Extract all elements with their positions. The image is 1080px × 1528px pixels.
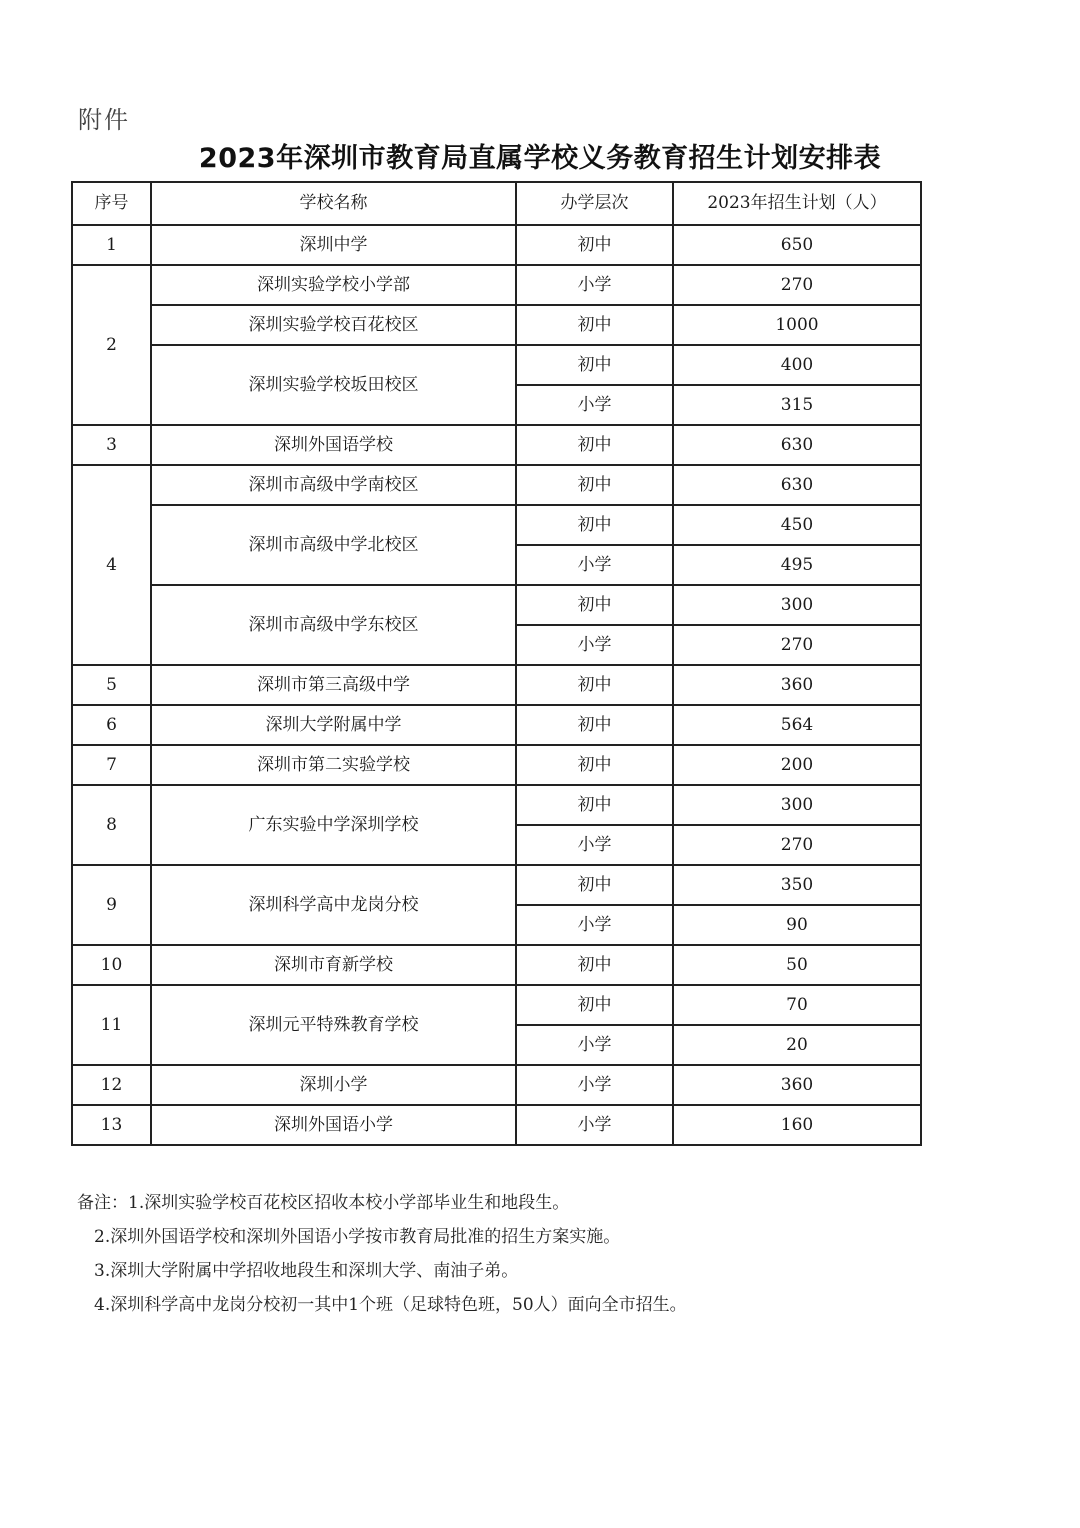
school-name-cell: 深圳小学 [151,1065,516,1105]
table-row [72,785,921,825]
level-cell: 初中 [516,505,673,545]
level-cell: 小学 [516,905,673,945]
page-title: 2023年深圳市教育局直属学校义务教育招生计划安排表 [198,143,882,174]
school-name-cell: 深圳市高级中学南校区 [151,465,516,505]
school-name-cell: 深圳市育新学校 [151,945,516,985]
table-body [72,225,921,1145]
school-name-cell: 深圳外国语学校 [151,425,516,465]
level-cell: 初中 [516,705,673,745]
note-line: 备注：1.深圳实验学校百花校区招收本校小学部毕业生和地段生。 [77,1193,570,1213]
level-cell: 小学 [516,1065,673,1105]
plan-count-cell: 270 [673,625,921,665]
plan-count-cell: 400 [673,345,921,385]
table-row [72,1065,921,1105]
school-name-cell: 深圳实验学校小学部 [151,265,516,305]
note-line: 2.深圳外国语学校和深圳外国语小学按市教育局批准的招生方案实施。 [94,1227,621,1247]
level-cell: 初中 [516,225,673,265]
table-row [72,345,921,385]
level-cell: 初中 [516,865,673,905]
plan-count-cell: 564 [673,705,921,745]
level-cell: 小学 [516,1105,673,1145]
table-row [72,465,921,505]
plan-count-cell: 90 [673,905,921,945]
column-header-plan: 2023年招生计划（人） [673,182,921,225]
plan-count-cell: 270 [673,825,921,865]
plan-count-cell: 70 [673,985,921,1025]
level-cell: 初中 [516,465,673,505]
plan-count-cell: 20 [673,1025,921,1065]
school-name-cell: 深圳实验学校百花校区 [151,305,516,345]
seq-cell: 12 [72,1065,151,1105]
level-cell: 小学 [516,825,673,865]
table-row [72,985,921,1025]
plan-count-cell: 630 [673,465,921,505]
seq-cell: 8 [72,785,151,865]
plan-count-cell: 630 [673,425,921,465]
table-row [72,1105,921,1145]
school-name-cell: 深圳外国语小学 [151,1105,516,1145]
level-cell: 初中 [516,985,673,1025]
level-cell: 初中 [516,665,673,705]
school-name-cell: 深圳大学附属中学 [151,705,516,745]
table-row [72,745,921,785]
plan-count-cell: 360 [673,1065,921,1105]
table-header-row [72,182,921,225]
seq-cell: 4 [72,465,151,665]
seq-cell: 7 [72,745,151,785]
school-name-cell: 深圳市高级中学北校区 [151,505,516,585]
school-name-cell: 深圳科学高中龙岗分校 [151,865,516,945]
seq-cell: 10 [72,945,151,985]
attachment-label: 附件 [78,106,130,134]
table-row [72,945,921,985]
plan-count-cell: 650 [673,225,921,265]
level-cell: 初中 [516,945,673,985]
enrollment-plan-table [71,181,922,1146]
plan-count-cell: 360 [673,665,921,705]
seq-cell: 13 [72,1105,151,1145]
level-cell: 初中 [516,345,673,385]
seq-cell: 3 [72,425,151,465]
seq-cell: 9 [72,865,151,945]
table-row [72,305,921,345]
school-name-cell: 深圳市第二实验学校 [151,745,516,785]
notes-section [77,1186,687,1322]
level-cell: 小学 [516,545,673,585]
plan-count-cell: 200 [673,745,921,785]
seq-cell: 6 [72,705,151,745]
table-row [72,865,921,905]
level-cell: 小学 [516,385,673,425]
column-header-seq: 序号 [72,182,151,225]
note-line: 3.深圳大学附属中学招收地段生和深圳大学、南油子弟。 [94,1261,519,1281]
plan-count-cell: 270 [673,265,921,305]
plan-count-cell: 495 [673,545,921,585]
level-cell: 初中 [516,585,673,625]
plan-count-cell: 50 [673,945,921,985]
school-name-cell: 深圳市第三高级中学 [151,665,516,705]
level-cell: 初中 [516,425,673,465]
plan-count-cell: 300 [673,785,921,825]
note-line: 4.深圳科学高中龙岗分校初一其中1个班（足球特色班，50人）面向全市招生。 [94,1295,687,1315]
table-row [72,265,921,305]
table-row [72,585,921,625]
level-cell: 小学 [516,265,673,305]
table-row [72,505,921,545]
level-cell: 初中 [516,785,673,825]
table-row [72,225,921,265]
school-name-cell: 深圳元平特殊教育学校 [151,985,516,1065]
school-name-cell: 深圳实验学校坂田校区 [151,345,516,425]
level-cell: 小学 [516,625,673,665]
plan-count-cell: 315 [673,385,921,425]
table-row [72,425,921,465]
plan-count-cell: 350 [673,865,921,905]
table-row [72,665,921,705]
seq-cell: 11 [72,985,151,1065]
plan-count-cell: 300 [673,585,921,625]
seq-cell: 2 [72,265,151,425]
plan-count-cell: 160 [673,1105,921,1145]
school-name-cell: 深圳市高级中学东校区 [151,585,516,665]
seq-cell: 1 [72,225,151,265]
plan-count-cell: 450 [673,505,921,545]
column-header-school: 学校名称 [151,182,516,225]
seq-cell: 5 [72,665,151,705]
level-cell: 小学 [516,1025,673,1065]
column-header-level: 办学层次 [516,182,673,225]
plan-count-cell: 1000 [673,305,921,345]
school-name-cell: 广东实验中学深圳学校 [151,785,516,865]
level-cell: 初中 [516,305,673,345]
level-cell: 初中 [516,745,673,785]
school-name-cell: 深圳中学 [151,225,516,265]
table-row [72,705,921,745]
